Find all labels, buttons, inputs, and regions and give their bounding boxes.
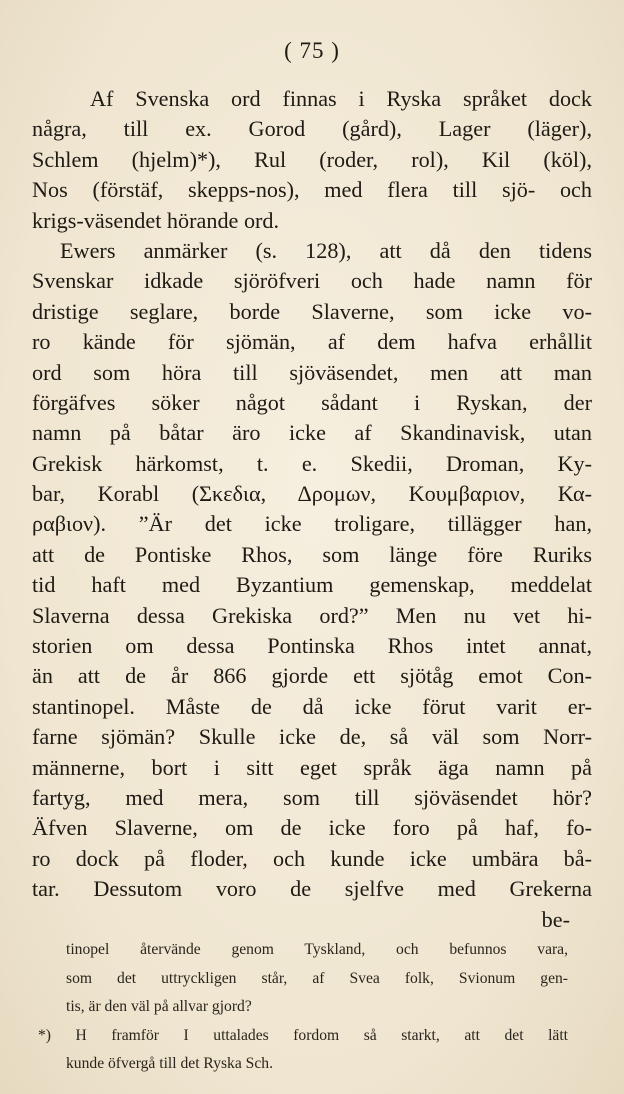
text-line: fartyg, med mera, som till sjöväsendet hör? <box>32 784 592 810</box>
footnote-line: *) H framför I uttalades fordom så starkt, att det lätt <box>38 1026 568 1044</box>
text-line: ord som höra till sjöväsendet, men att man <box>32 359 592 385</box>
main-text <box>32 84 592 935</box>
page-number: ( 75 ) <box>284 38 340 63</box>
text-line: Svenskar idkade sjöröfveri och hade namn för <box>32 268 592 294</box>
text-line: dristige seglare, borde Slaverne, som icke vo- <box>32 298 592 324</box>
footnote-line: tis, är den väl på allvar gjord? <box>66 998 252 1016</box>
text-line: männerne, bort i sitt eget språk äga namn på <box>32 754 592 780</box>
text-line: ro kände för sjömän, af dem hafva erhållit <box>32 329 592 355</box>
text-line: ro dock på floder, och kunde icke umbära bå- <box>32 845 592 871</box>
text-line: Nos (förstäf, skepps-nos), med flera till sjö- och <box>32 177 592 203</box>
footnotes <box>38 936 568 1079</box>
text-line: att de Pontiske Rhos, som länge före Ruriks <box>32 541 592 567</box>
text-line: Ewers anmärker (s. 128), att då den tidens <box>60 237 592 263</box>
text-line: Grekisk härkomst, t. e. Skedii, Droman, Ky- <box>32 450 592 476</box>
text-line: Af Svenska ord finnas i Ryska språket dock <box>90 86 592 111</box>
text-line: än att de år 866 gjorde ett sjötåg emot Con- <box>32 663 592 689</box>
text-line: förgäfves söker något sådant i Ryskan, der <box>32 389 592 415</box>
text-line: Slaverna dessa Grekiska ord?” Men nu vet hi- <box>32 602 592 628</box>
footnote-line: tinopel återvände genom Tyskland, och befunnos vara, <box>66 941 568 958</box>
text-line: tid haft med Byzantium gemenskap, meddelat <box>32 572 592 598</box>
text-line: Äfven Slaverne, om de icke foro på haf, fo- <box>32 815 592 841</box>
text-line: några, till ex. Gorod (gård), Lager (läger), <box>32 116 592 142</box>
text-line: ραβιον). ”Är det icke troligare, tillägger han, <box>32 511 592 537</box>
text-line: krigs-väsendet hörande ord. <box>32 207 280 233</box>
catchword: be- <box>541 906 570 932</box>
text-line: storien om dessa Pontinska Rhos intet annat, <box>32 633 592 659</box>
footnote-line: kunde öfvergå till det Ryska Sch. <box>66 1055 273 1073</box>
text-line: stantinopel. Måste de då icke förut varit er- <box>32 693 592 719</box>
text-line: tar. Dessutom voro de sjelfve med Grekerna <box>32 876 592 902</box>
text-line: namn på båtar äro icke af Skandinavisk, utan <box>32 420 592 446</box>
text-line: Schlem (hjelm)*), Rul (roder, rol), Kil (köl), <box>32 146 592 172</box>
text-line: farne sjömän? Skulle icke de, så väl som Norr- <box>32 724 592 750</box>
footnote-line: som det uttryckligen står, af Svea folk, Svionum gen- <box>66 969 568 987</box>
text-line: bar, Korabl (Σκεδια, Δρομων, Κουμβαριον, Κα- <box>32 481 592 507</box>
